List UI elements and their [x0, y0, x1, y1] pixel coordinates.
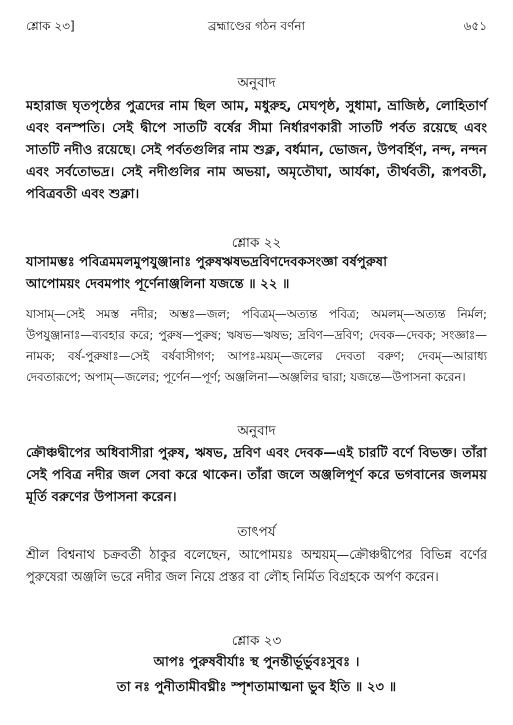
page-number: ৬৫১	[463, 19, 487, 33]
verse-23-line-1: আপঃ পুরুষবীর্যাঃ স্থ পুনন্তীর্ভূর্ভুবঃসুবঃ ।	[153, 655, 360, 670]
page-header	[26, 18, 487, 40]
verse-23-heading: শ্লোক ২৩	[231, 633, 282, 649]
synonyms-22	[26, 304, 487, 388]
translation-22-heading: অনুবাদ	[237, 423, 276, 439]
verse-reference: শ্লোক ২৩]	[26, 19, 75, 33]
chapter-title: ব্রহ্মাণ্ডের গঠন বর্ণনা	[207, 19, 305, 33]
synonyms-22-text: যাসাম্—সেই সমস্ত নদীর; অম্ভঃ—জল; পবিত্রম্—অত্যন্ত পবিত্র; অমলম্—অত্যন্ত নির্মল; উপযুঞ্জানাঃ—ব্যবহার করে; পুরুষ—পুরুষ; ঋষভ—ঋষভ; দ্রবিণ—দ্রবিণ; দেবক—দেবক; সংজ্ঞাঃ—নামক; বর্ষ-পুরুষাঃ—সেই বর্ষবাসীগণ; আপঃ-ময়ম্—জলের দেবতা বরুণ; দেবম্—আরাধ্য দেবতারূপে; অপাম্—জলের; পূর্ণেন—পূর্ণ; অঞ্জলিনা—অঞ্জলির দ্বারা; যজন্তে—উপাসনা করেন।	[26, 307, 487, 384]
translation-heading: অনুবাদ	[237, 75, 276, 91]
verse-22-text	[26, 252, 487, 296]
translation-22-paragraph	[26, 443, 487, 509]
translation-22-text: ক্রৌঞ্চদ্বীপের অধিবাসীরা পুরুষ, ঋষভ, দ্রবিণ এবং দেবক—এই চারটি বর্ণে বিভক্ত। তাঁরা সেই পবিত্র নদীর জল সেবা করে থাকেন। তাঁরা জলে অঞ্জলিপূর্ণ করে ভগবানের জলময় মূর্তি বরুণের উপাসনা করেন।	[26, 446, 487, 505]
verse-23-line-2: তা নঃ পুনীতামীবঘ্নীঃ স্পৃশতামাত্মনা ভুব ইতি ॥ ২৩ ॥	[116, 680, 397, 695]
verse-22-line-2: আপোময়ং দেবমপাং পূর্ণেনাঞ্জলিনা যজন্তে ॥ ২২ ॥	[26, 277, 290, 292]
purport-heading: তাৎপর্য	[237, 524, 276, 540]
purport-paragraph	[26, 545, 487, 589]
translation-text: মহারাজ ঘৃতপৃষ্ঠের পুত্রদের নাম ছিল আম, মধুরুহ, মেঘপৃষ্ঠ, সুধামা, ভ্রাজিষ্ঠ, লোহিতার্ণ এবং বনস্পতি। সেই দ্বীপে সাতটি বর্ষের সীমা নির্ধারণকারী সাতটি পর্বত রয়েছে এবং সাতটি নদীও রয়েছে। সেই পর্বতগুলির নাম শুক্ল, বর্ধমান, ভোজন, উপবর্হিণ, নন্দ, নন্দন এবং সর্বতোভদ্র। সেই নদীগুলির নাম অভয়া, অমৃতৌঘা, আর্যকা, তীর্থবতী, রূপবতী, পবিত্রবতী এবং শুক্লা।	[26, 99, 487, 202]
purport-text: শ্রীল বিশ্বনাথ চক্রবর্তী ঠাকুর বলেছেন, আপোময়ঃ অম্ময়ম্—ক্রৌঞ্চদ্বীপের বিভিন্ন বর্ণের পুরুষেরা অঞ্জলি ভরে নদীর জল নিয়ে প্রস্তর বা লৌহ নির্মিত বিগ্রহকে অর্পণ করেন।	[26, 548, 487, 585]
translation-paragraph	[26, 96, 487, 206]
verse-22-line-1: যাসামম্ভঃ পবিত্রমমলমুপযুঞ্জানাঃ পুরুষঋষভদ্রবিণদেবকসংজ্ঞা বর্ষপুরুষা	[26, 255, 388, 270]
verse-22-heading: শ্লোক ২২	[231, 235, 282, 251]
